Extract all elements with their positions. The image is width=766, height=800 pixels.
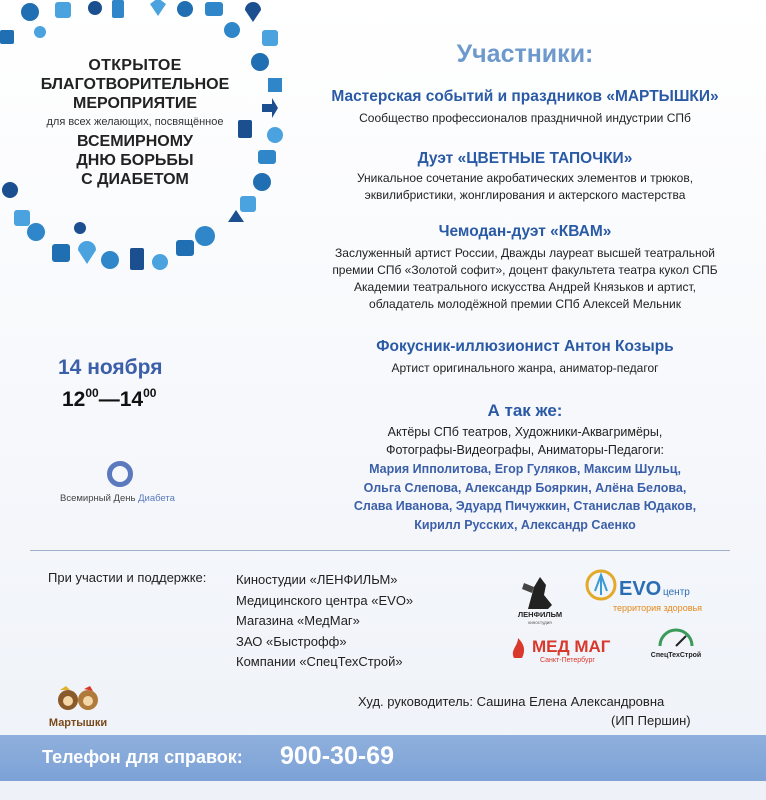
act-desc-line: обладатель молодёжной премии СПб Алексей Мельник (369, 297, 681, 311)
evo-logo (583, 565, 703, 620)
support-item: Киностудии «ЛЕНФИЛЬМ» (236, 572, 398, 587)
time-dash: — (98, 388, 120, 411)
act-desc-line: Академии театрального искусства Андрей Князьков и артист, (354, 280, 696, 294)
wdd-label-main: Всемирный День (60, 493, 136, 504)
support-item: Магазина «МедМаг» (236, 613, 360, 628)
act-name: Дуэт «ЦВЕТНЫЕ ТАПОЧКИ» (417, 150, 633, 167)
lenfilm-sub: киностудия (528, 620, 552, 625)
support-label: При участии и поддержке: (48, 570, 207, 585)
art-director: Худ. руководитель: Сашина Елена Александровна (358, 694, 665, 709)
medmag-logo (508, 628, 618, 668)
event-title-line2: БЛАГОТВОРИТЕЛЬНОЕ (40, 76, 230, 93)
art-director-ip: (ИП Першин) (611, 713, 691, 728)
event-time (62, 386, 156, 412)
phone-label: Телефон для справок: (42, 747, 243, 767)
support-item: ЗАО «Быстрофф» (236, 633, 347, 649)
time-start-min: 00 (85, 386, 99, 400)
roles-line: Фотографы-Видеографы, Аниматоры-Педагоги: (385, 443, 665, 457)
phone-number[interactable]: 900-30-69 (280, 742, 394, 770)
evo-suffix: центр (663, 587, 690, 598)
act-name: Фокусник-иллюзионист Антон Козырь (376, 338, 674, 355)
act-desc-line: Заслуженный артист России, Дважды лауреат высшей театральной (335, 246, 715, 260)
event-title-line3: МЕРОПРИЯТИЕ (72, 95, 198, 112)
evo-tagline: территория здоровья (613, 603, 703, 613)
names-line: Слава Иванова, Эдуард Пичужкин, Станислав Юдаков, (353, 499, 697, 513)
event-subtitle: для всех желающих, посвящённое (46, 116, 224, 128)
support-item: Медицинского центра «EVO» (236, 592, 414, 608)
time-start-hour: 12 (62, 388, 86, 411)
support-list (236, 570, 413, 673)
event-date: 14 ноября (58, 356, 163, 379)
act-name: Мастерская событий и праздников «МАРТЫШКИ» (331, 88, 719, 105)
medmag-text: МЕД МАГ (532, 637, 611, 656)
act-description (305, 170, 745, 204)
event-title-line5: ДНЮ БОРЬБЫ (76, 152, 194, 169)
section-divider (30, 550, 730, 551)
names-line: Мария Ипполитова, Егор Гуляков, Максим Шульц, (369, 462, 681, 476)
diabetes-circle-icon (107, 461, 133, 487)
event-title-line1: ОТКРЫТОЕ (88, 57, 182, 74)
also-title: А так же: (487, 401, 563, 420)
event-title-line4: ВСЕМИРНОМУ (77, 133, 193, 150)
names-line: Ольга Слепова, Александр Бояркин, Алёна Белова, (363, 480, 687, 495)
act-description: Сообщество профессионалов праздничной индустрии СПб (359, 111, 691, 125)
time-end-min: 00 (143, 386, 157, 400)
horseman-icon (528, 577, 552, 609)
also-names (305, 460, 745, 534)
names-line: Кирилл Русских, Александр Саенко (414, 517, 636, 532)
roles-line: Актёры СПб театров, Художники-Аквагримёры, (387, 425, 663, 439)
lenfilm-logo (510, 565, 570, 625)
martyshki-text: Мартышки (48, 717, 108, 729)
evo-text: EVO (619, 578, 662, 600)
act-desc-line: эквилибристики, жонглирования и актерского мастерства (364, 188, 686, 202)
spectechstroy-logo (646, 624, 706, 664)
act-name: Чемодан-дуэт «КВАМ» (438, 223, 612, 240)
gauge-icon (660, 630, 692, 646)
martyshki-logo (30, 686, 140, 730)
spec-text: СпецТехСтрой (650, 652, 702, 659)
lenfilm-text: ЛЕНФИЛЬМ (517, 610, 563, 619)
act-desc-line: Уникальное сочетание акробатических элементов и трюков, (356, 171, 694, 185)
event-title-line6: С ДИАБЕТОМ (81, 171, 189, 188)
participants-title: Участники: (456, 40, 594, 68)
time-end-hour: 14 (119, 388, 144, 411)
act-description: Артист оригинального жанра, аниматор-педагог (391, 361, 659, 375)
wdd-label-accent: Диабета (138, 493, 175, 504)
support-item: Компании «СпецТехСтрой» (236, 654, 403, 669)
act-description (305, 245, 745, 313)
act-desc-line: премии СПб «Золотой софит», доцент факультета театра кукол СПБ (332, 263, 718, 277)
also-roles (305, 423, 745, 459)
medmag-sub: Санкт-Петербург (540, 657, 595, 664)
flame-icon (513, 638, 524, 658)
world-diabetes-day-label (60, 493, 175, 504)
